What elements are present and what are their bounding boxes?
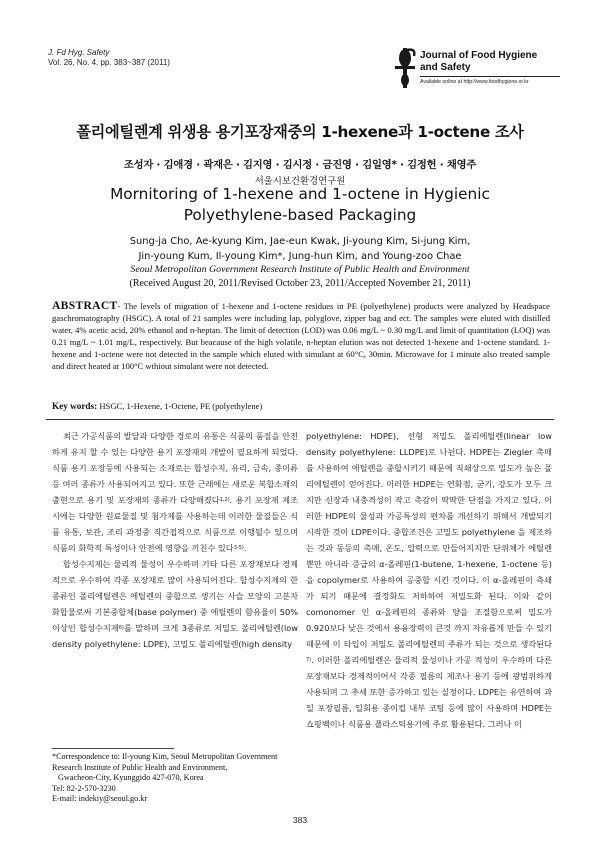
body-text: . 이러한 폴리에틸렌은 물리적 물성이나 가공 적성이 우수하며 다른 포장재보다 경제적이어서 각종 필름의 제조나 용기 등에 광범위하게 사용되며 그 추세 또한 증가하고 있는 실정이다. LDPE는 유연하여 과일 포장필름, 일회용 종이컵 내부 코팅 등에 많이 사용하며 HDPE는 쇼핑백이나 식품용 플라스틱용기에 주로 활용된다. 그러나 이 <box>306 655 552 729</box>
footnote-email: E-mail: indekiy@seoul.go.kr <box>52 794 148 804</box>
abstract-text: - The levels of migration of 1-hexene and 1-octene residues in PE (polyethylene) products were analyzed by Headspace gaschromatography (HSGC). A total of 21 samples were including lap, polyglove, zipper bag and ect. The samples were eluted with distilled water, 4% acetic acid, 20% ethanol and n-heptan. The limit of detection (LOD) was 0.06 mg/L ~ 0.30 mg/L and limit of quantitation (LOQ) was 0.21 mg/L ~ 1.01 mg/L, respectively. But beacause of the high volatile, n-heptan elution was not detected 1-hexene and 1-octene standard. 1- hexene and 1-octene were not detected in the sample which eluted with simulant at 60°C, 30min. Microwave for 1 minute also treated sample and direct heated at 100°C wthiout simulant were not detected. <box>52 301 550 371</box>
correspondence-footnote <box>52 752 300 805</box>
footnote-line: *Correspondence to: Il-young Kim, Seoul Metropolitan Government Research Institute of Public Health and Environment, <box>52 752 278 772</box>
institution-english: Seoul Metropolitan Government Research Institute of Public Health and Environment <box>130 264 470 275</box>
journal-url: Available online at http://www.foodhygiene.or.kr <box>420 79 529 85</box>
keywords-text: HSGC, 1-Hexene, 1-Octene, PE (polyethylene) <box>99 401 263 411</box>
title-english <box>0 184 600 226</box>
body-paragraph <box>52 428 298 556</box>
body-paragraph <box>306 428 552 732</box>
citation: 6) <box>118 625 124 631</box>
keywords-heading: Key words: <box>52 401 98 411</box>
authors-english-line2: Jin-young Kum, Il-young Kim*, Jung-hun Kim, and Young-zoo Chae <box>138 250 462 262</box>
body-paragraph <box>52 556 298 652</box>
keywords <box>52 401 550 411</box>
title-english-line1: Mornitoring of 1-hexene and 1-octene in Hygienic <box>110 185 490 203</box>
page-number: 383 <box>292 815 308 825</box>
title-korean: 폴리에틸렌계 위생용 용기포장재중의 1-hexene과 1-octene 조사 <box>76 123 524 141</box>
journal-reference <box>48 48 170 68</box>
journal-logo-line1: Journal of Food Hygiene <box>420 50 538 61</box>
authors-korean: 조성자 · 김애경 · 곽재은 · 김지영 · 김시정 · 금진영 · 김일영* · 김정헌 · 채영주 <box>123 159 477 171</box>
footnote-tel: Tel: 82-2-570-3230 <box>52 783 116 793</box>
journal-logo-title <box>420 50 537 74</box>
body-text: 합성수지제는 물리적 물성이 우수하며 기타 다른 포장재보다 경제적으로 우수하여 각종 포장재로 많이 사용되어진다. 합성수지제의 한 종류인 폴리에틸렌은 에틸렌의 중합으로 생기는 사슬 모양의 고분자 화합물로써 기본중합체(base polymer) 중 에틸렌의 함유율이 50% 이상인 합성수지제 <box>52 559 298 633</box>
body-text: . 용기 포장재 제조시에는 다양한 원료물질 및 첨가제를 사용하는데 이러한 물질들은 식품 유통, 보관, 조리 과정중 직간접적으로 식품으로 이행될수 있으며 식품의 화학적 특성이나 안전에 영향을 끼친수 있다 <box>52 495 298 553</box>
abstract <box>52 300 550 372</box>
citation: 3-5) <box>233 545 244 551</box>
received-dates: (Received August 20, 2011/Revised October 23, 2011/Accepted November 21, 2011) <box>129 278 471 289</box>
title-english-line2: Polyethylene-based Packaging <box>183 206 417 224</box>
body-text: . <box>243 543 247 553</box>
body-text: 를 말하며 크게 3종류로 저밀도 폴리에틸렌(low density polyethylene: LDPE), 고밀도 폴리에틸렌(high density <box>52 623 298 649</box>
journal-volume: Vol. 26, No. 4, pp. 383~387 (2011) <box>48 58 170 67</box>
logo-divider <box>420 76 560 77</box>
footnote-rule <box>52 748 174 749</box>
footnote-line: Gwacheon-City, Kyunggido 427-070, Korea <box>58 773 204 783</box>
authors-english <box>0 235 600 264</box>
authors-english-line1: Sung-ja Cho, Ae-kyung Kim, Jae-eun Kwak, Ji-young Kim, Si-jung Kim, <box>129 236 471 247</box>
citation: 1,2) <box>219 497 230 503</box>
body-column-right <box>306 428 552 732</box>
journal-logo-line2: and Safety <box>420 62 471 73</box>
section-divider <box>46 419 554 420</box>
citation: 7) <box>306 657 312 663</box>
abstract-heading: ABSTRACT <box>52 299 118 312</box>
body-column-left <box>52 428 298 652</box>
body-text: 최근 가공식품의 발달과 다양한 경로의 유통은 식품의 품질을 안전하게 유지 할 수 있는 다양한 용기 포장재의 개발이 필요하게 되었다. 식품 용기 포장등에 사용되는 소재로는 합성수지, 유리, 금속, 종이류 등 여러 종류가 사용되어지고 있다. 또한 근래에는 새로운 복합소재의 출현으로 용기 및 포장재의 종류가 다양해졌다 <box>52 431 298 505</box>
journal-name: J. Fd Hyg. Safety <box>48 48 110 57</box>
journal-logo <box>392 44 560 96</box>
journal-logo-icon <box>392 46 418 90</box>
body-text: polyethylene: HDPE), 선형 저밀도 폴리에틸렌(linear low density polyethylene: LLDPE)로 나뉜다. HDPE는 Ziegler 촉매를 사용하여 에틸렌을 중합시키기 때문에 직쇄상으로 밀도가 높은 폴리에틸렌이 얻어진다. 이러한 HDPE는 연화점, 굳기, 강도가 모두 크지만 신장과 내충격성이 작고 촉감이 딱딱한 단점을 가지고 있다. 이러한 HDPE의 물성과 가공특성의 편차를 개선하기 위해서 개발되기 시작한 것이 LDPE이다. 중합조건은 고밀도 polyethylene 을 제조하는 것과 동등의 촉매, 온도, 압력으로 만들어지지만 단위체가 에틸렌뿐만 아니라 증급의 α-올레핀(1-butene, 1-hexene, 1-octene 등)을 copolymer로 사용하여 공중합 시킨 것이다. 이 α-올레핀이 측쇄가 되기 때문에 결정화도 저하하여 저밀도화 된다. 이와 같이 comonomer 인 α-올레핀의 종류와 양을 조절함으로써 밀도가 0.920보다 낮은 것에서 용융장력이 큰것 까지 자유롭게 만들 수 있기 때문에 이 타입이 저밀도 폴리에틸렌의 주류가 되는 것으로 생각된다 <box>306 431 552 649</box>
institution-korean: 서울시보건환경연구원 <box>254 176 346 187</box>
